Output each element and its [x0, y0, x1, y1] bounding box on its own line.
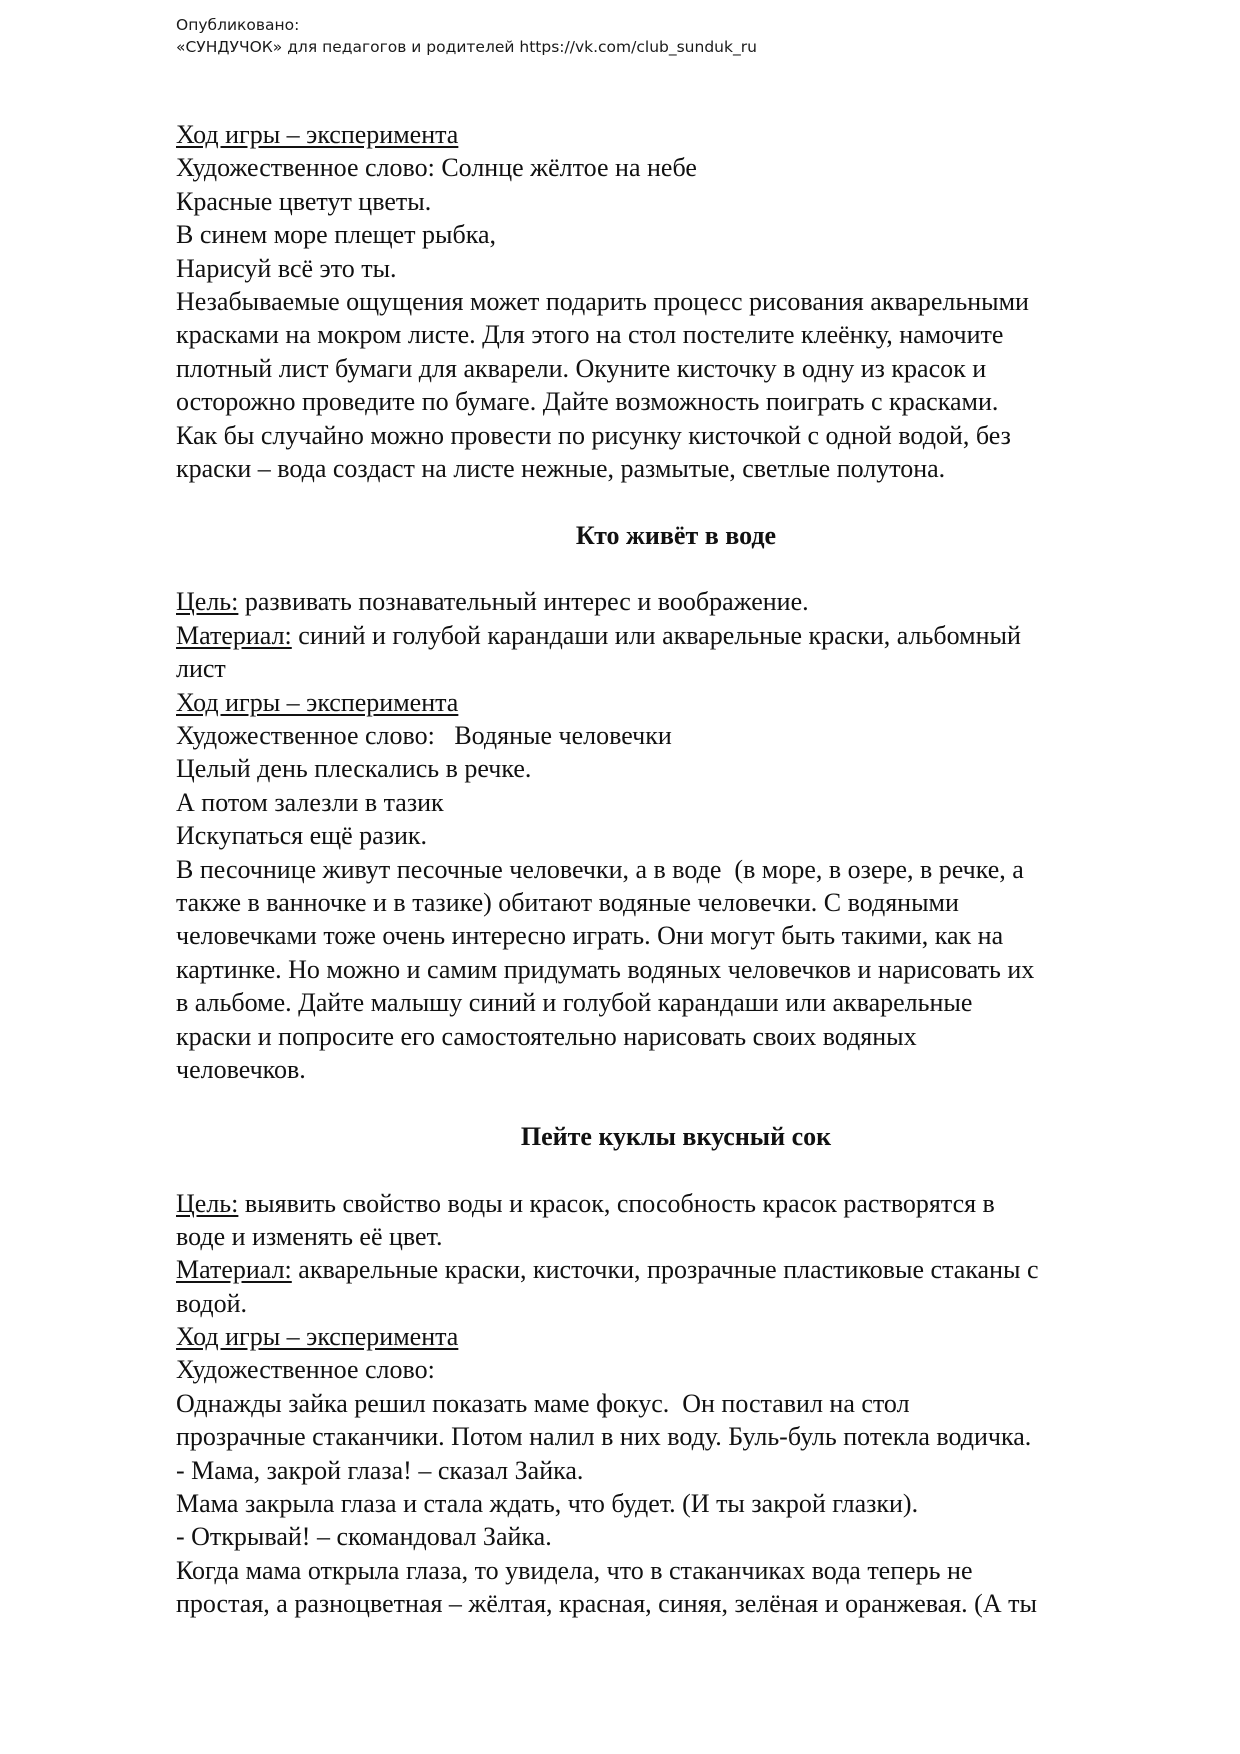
spacer: [176, 485, 1176, 518]
text-line: также в ванночке и в тазике) обитают водяные человечки. С водяными: [176, 887, 959, 917]
goal-label: Цель:: [176, 1188, 239, 1218]
text-line: в альбоме. Дайте малышу синий и голубой карандаши или акварельные: [176, 988, 973, 1018]
document-body: [176, 118, 1176, 1621]
publisher-line: «СУНДУЧОК» для педагогов и родителей https://vk.com/club_sunduk_ru: [176, 38, 757, 56]
text-line: Как бы случайно можно провести по рисунку кисточкой с одной водой, без: [176, 420, 1011, 450]
text-line: лист: [176, 654, 226, 684]
text-line: осторожно проведите по бумаге. Дайте возможность поиграть с красками.: [176, 387, 999, 417]
course-label: Ход игры – эксперимента: [176, 120, 459, 149]
spacer: [176, 1153, 1176, 1186]
text-line: Художественное слово:: [176, 1355, 435, 1385]
section-title: Пейте куклы вкусный сок: [520, 1121, 832, 1151]
text-line: прозрачные стаканчики. Потом налил в них воду. Буль-буль потекла водичка.: [176, 1422, 1032, 1452]
material-label: Материал:: [176, 1255, 292, 1285]
text-line: Художественное слово: Водяные человечки: [176, 721, 672, 751]
material-text: синий и голубой карандаши или акварельные краски, альбомный: [291, 620, 1021, 650]
publication-header: [176, 14, 757, 58]
goal-text: развивать познавательный интерес и воображение.: [238, 587, 809, 617]
material-line: [176, 1253, 1176, 1286]
material-line: [176, 619, 1176, 652]
text-line: Художественное слово: Солнце жёлтое на небе: [176, 153, 697, 183]
text-line: Нарисуй всё это ты.: [176, 253, 397, 283]
text-line: Однажды зайка решил показать маме фокус. Он поставил на стол: [176, 1388, 910, 1418]
spacer: [176, 552, 1176, 585]
text-line: красками на мокром листе. Для этого на стол постелите клеёнку, намочите: [176, 320, 1004, 350]
text-line: Когда мама открыла глаза, то увидела, что в стаканчиках вода теперь не: [176, 1555, 973, 1585]
text-line: Мама закрыла глаза и стала ждать, что будет. (И ты закрой глазки).: [176, 1489, 919, 1519]
published-label: Опубликовано:: [176, 16, 300, 34]
goal-label: Цель:: [176, 587, 239, 617]
material-label: Материал:: [176, 620, 292, 650]
text-line: простая, а разноцветная – жёлтая, красная, синяя, зелёная и оранжевая. (А ты: [176, 1589, 1037, 1619]
spacer: [176, 1086, 1176, 1119]
text-line: картинке. Но можно и самим придумать водяных человечков и нарисовать их: [176, 954, 1035, 984]
text-line: Незабываемые ощущения может подарить процесс рисования акварельными: [176, 286, 1029, 316]
text-line: Красные цветут цветы.: [176, 186, 432, 216]
course-label: Ход игры – эксперимента: [176, 687, 459, 717]
text-line: краски – вода создаст на листе нежные, размытые, светлые полутона.: [176, 453, 946, 483]
course-label: Ход игры – эксперимента: [176, 1322, 459, 1352]
text-line: человечков.: [176, 1054, 306, 1084]
goal-line: [176, 1187, 1176, 1220]
text-line: В синем море плещет рыбка,: [176, 220, 497, 250]
course-heading: [176, 118, 1176, 151]
text-line: воде и изменять её цвет.: [176, 1221, 443, 1251]
text-line: человечками тоже очень интересно играть. Они могут быть такими, как на: [176, 921, 1004, 951]
goal-line: [176, 585, 1176, 618]
section-title: Кто живёт в воде: [575, 520, 777, 550]
goal-text: выявить свойство воды и красок, способность красок растворятся в: [238, 1188, 995, 1218]
course-heading: [176, 1320, 1176, 1353]
text-line: Целый день плескались в речке.: [176, 754, 532, 784]
text-line: В песочнице живут песочные человечки, а в воде (в море, в озере, в речке, а: [176, 854, 1024, 884]
text-line: Искупаться ещё разик.: [176, 821, 428, 851]
text-line: - Открывай! – скомандовал Зайка.: [176, 1522, 552, 1552]
text-line: краски и попросите его самостоятельно нарисовать своих водяных: [176, 1021, 917, 1051]
material-text: акварельные краски, кисточки, прозрачные пластиковые стаканы с: [291, 1255, 1039, 1285]
text-line: плотный лист бумаги для акварели. Окуните кисточку в одну из красок и: [176, 353, 987, 383]
text-line: водой.: [176, 1288, 247, 1318]
text-line: - Мама, закрой глаза! – сказал Зайка.: [176, 1455, 584, 1485]
course-heading: [176, 686, 1176, 719]
text-line: А потом залезли в тазик: [176, 787, 444, 817]
